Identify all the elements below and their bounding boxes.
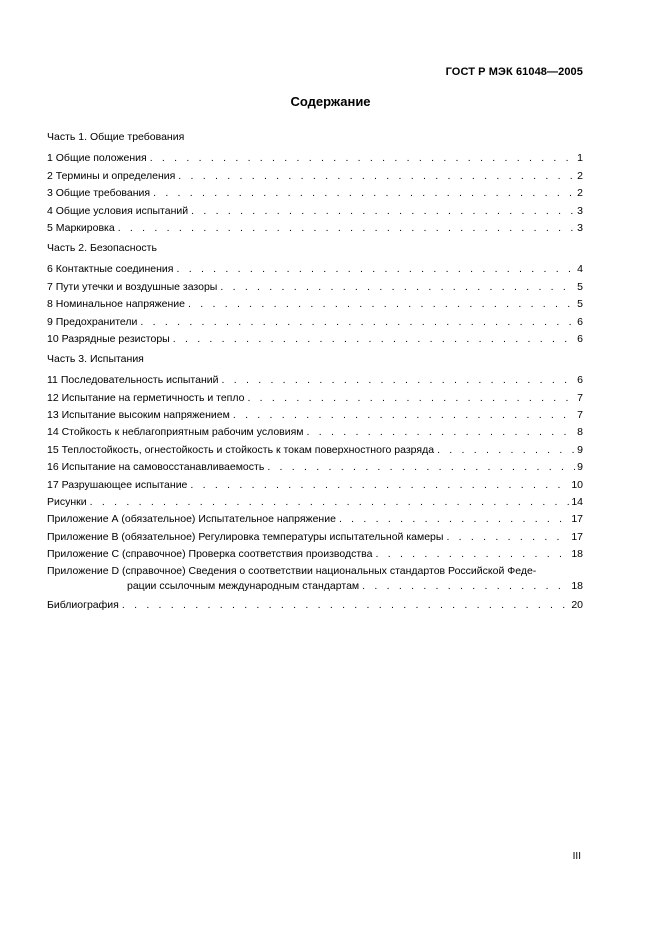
document-code: ГОСТ Р МЭК 61048—2005 [445, 66, 583, 78]
toc-item-page: 18 [571, 580, 583, 593]
toc-item[interactable] [47, 218, 583, 235]
toc-item-page: 9 [577, 461, 583, 474]
toc-item-page: 7 [577, 391, 583, 404]
part3-heading: Часть 3. Испытания [47, 352, 144, 365]
part2-heading: Часть 2. Безопасность [47, 241, 157, 254]
toc-item-page: 3 [577, 204, 583, 217]
dot-leader [178, 169, 575, 183]
dot-leader [220, 280, 575, 294]
toc-item[interactable] [47, 405, 583, 422]
dot-leader [446, 530, 569, 544]
toc-item-page: 17 [571, 513, 583, 526]
page-title: Содержание [290, 94, 371, 109]
toc-item-label: 3 Общие требования [47, 187, 151, 200]
toc-item[interactable] [47, 259, 583, 276]
toc-item-label: Библиография [47, 598, 119, 611]
toc-item-page: 2 [577, 187, 583, 200]
toc-item-page: 18 [571, 548, 583, 561]
dot-leader [153, 186, 575, 200]
toc-item[interactable] [47, 294, 583, 311]
dot-leader [122, 598, 569, 612]
dot-leader [339, 512, 569, 526]
toc-annex-d[interactable] [47, 564, 583, 594]
toc-item-page: 6 [577, 315, 583, 328]
toc-item-label-line2-row [47, 579, 583, 594]
toc-item-label: 12 Испытание на герметичность и тепло [47, 391, 245, 404]
toc-figures[interactable] [47, 492, 583, 509]
toc-annex-b[interactable] [47, 526, 583, 543]
dot-leader [176, 262, 575, 276]
toc-item-label: Приложение В (обязательное) Регулировка температуры испытательной камеры [47, 530, 444, 543]
toc-item-label: Рисунки [47, 496, 87, 509]
toc-item-page: 7 [577, 409, 583, 422]
toc-item-page: 10 [571, 478, 583, 491]
toc-item[interactable] [47, 422, 583, 439]
dot-leader [118, 221, 575, 235]
toc-item[interactable] [47, 370, 583, 387]
toc-item[interactable] [47, 311, 583, 328]
toc-item[interactable] [47, 276, 583, 293]
dot-leader [150, 151, 575, 165]
toc-item-page: 4 [577, 263, 583, 276]
toc-item[interactable] [47, 148, 583, 165]
toc-item-label: 4 Общие условия испытаний [47, 204, 189, 217]
toc-item-page: 3 [577, 221, 583, 234]
dot-leader [437, 443, 575, 457]
dot-leader [375, 547, 569, 561]
toc-item-label: Приложение А (обязательное) Испытательное напряжение [47, 513, 336, 526]
part1-heading: Часть 1. Общие требования [47, 131, 185, 143]
toc-item-page: 17 [571, 530, 583, 543]
toc-item-label: 5 Маркировка [47, 221, 115, 234]
toc-item-label: 8 Номинальное напряжение [47, 298, 185, 311]
dot-leader [247, 391, 575, 405]
toc-item-page: 9 [577, 443, 583, 456]
dot-leader [362, 579, 569, 594]
toc-item-label: 7 Пути утечки и воздушные зазоры [47, 280, 218, 293]
toc-item-label: 9 Предохранители [47, 315, 138, 328]
table-of-contents [47, 124, 583, 612]
toc-item-label: Приложение С (справочное) Проверка соответствия производства [47, 548, 373, 561]
toc-item-page: 2 [577, 169, 583, 182]
toc-item-label: 14 Стойкость к неблагоприятным рабочим условиям [47, 426, 304, 439]
toc-item-label: 15 Теплостойкость, огнестойкость и стойкость к токам поверхностного разряда [47, 443, 435, 456]
toc-item-label: 6 Контактные соединения [47, 263, 174, 276]
page-number: III [572, 851, 581, 862]
toc-item-label: 16 Испытание на самовосстанавливаемость [47, 461, 265, 474]
toc-item[interactable] [47, 165, 583, 182]
toc-item-page: 20 [571, 598, 583, 611]
toc-item-label-line2: рации ссылочным международным стандартам [127, 580, 360, 593]
toc-item-label: 17 Разрушающее испытание [47, 478, 188, 491]
toc-item-page: 6 [577, 374, 583, 387]
toc-item-page: 5 [577, 298, 583, 311]
toc-item-label-line1: Приложение D (справочное) Сведения о соответствии национальных стандартов Российской Феде- [47, 565, 537, 578]
dot-leader [307, 425, 576, 439]
toc-item-label: 10 Разрядные резисторы [47, 332, 170, 345]
toc-item[interactable] [47, 183, 583, 200]
toc-item-label: 13 Испытание высоким напряжением [47, 409, 230, 422]
toc-item-label: 11 Последовательность испытаний [47, 374, 219, 387]
toc-item-page: 8 [577, 426, 583, 439]
toc-item[interactable] [47, 329, 583, 346]
dot-leader [140, 315, 575, 329]
dot-leader [233, 408, 575, 422]
toc-item[interactable] [47, 387, 583, 404]
dot-leader [222, 373, 576, 387]
toc-item[interactable] [47, 200, 583, 217]
toc-bibliography[interactable] [47, 594, 583, 611]
dot-leader [90, 495, 570, 509]
dot-leader [191, 204, 575, 218]
toc-item-label: 1 Общие положения [47, 152, 147, 165]
toc-annex-a[interactable] [47, 509, 583, 526]
toc-item[interactable] [47, 457, 583, 474]
toc-item[interactable] [47, 439, 583, 456]
toc-item-page: 1 [577, 152, 583, 165]
dot-leader [190, 478, 569, 492]
dot-leader [267, 460, 575, 474]
toc-item-page: 14 [571, 496, 583, 509]
toc-item-page: 5 [577, 280, 583, 293]
toc-item-page: 6 [577, 332, 583, 345]
toc-annex-c[interactable] [47, 544, 583, 561]
dot-leader [173, 332, 575, 346]
toc-item[interactable] [47, 474, 583, 491]
toc-item-label: 2 Термины и определения [47, 169, 176, 182]
dot-leader [188, 297, 575, 311]
